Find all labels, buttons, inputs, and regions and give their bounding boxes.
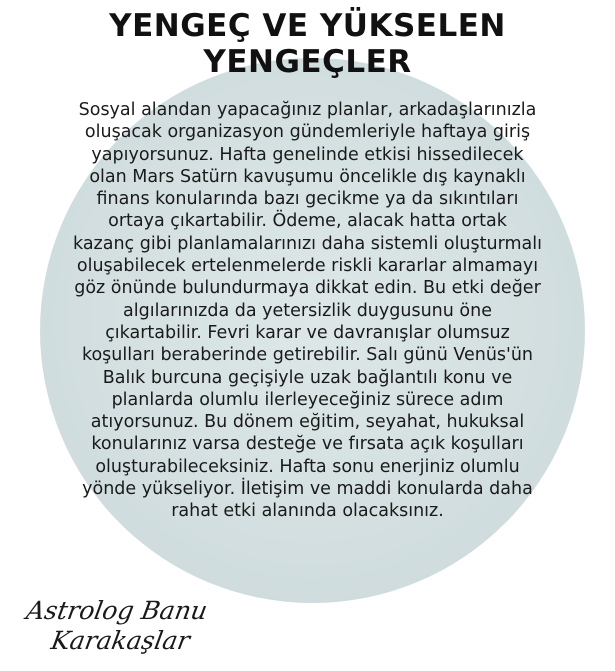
text-line: kazanç gibi planlamalarınızı daha sistemli oluşturmalı [73,233,542,254]
text-line: konularınız varsa desteğe ve fırsata açık koşulları [91,434,524,455]
text-line: finans konularında bazı gecikme ya da sıkıntıları [96,189,519,210]
title-line-2: YENGEÇLER [203,44,412,80]
text-line: atıyorsunuz. Bu dönem eğitim, seyahat, hukuksal [90,412,525,433]
text-line: olan Mars Satürn kavuşumu öncelikle dış kaynaklı [89,166,526,187]
text-line: algılarınızda da yetersizlik duygusunu öne [123,300,492,321]
text-line: çıkartabilir. Fevri karar ve davranışlar olumsuz [105,322,510,343]
text-line: Sosyal alandan yapacağınız planlar, arkadaşlarınızla [78,100,537,120]
text-line: ortaya çıkartabilir. Ödeme, alacak hatta ortak [108,211,507,232]
text-line: yönde yükseliyor. İletişim ve maddi konularda daha [82,479,533,500]
text-line: göz önünde bulundurmaya dikkat edin. Bu etki değer [74,278,541,299]
text-line: yapıyorsunuz. Hafta genelinde etkisi hissedilecek [91,144,524,165]
text-line: planlarda olumlu ilerleyeceğiniz sürece adım [111,389,504,410]
text-line: oluşabilecek ertelenmelerde riskli kararlar almamayı [76,256,539,277]
text-line: oluşturabileceksiniz. Hafta sonu enerjiniz olumlu [95,456,520,477]
title-line-1: YENGEÇ VE YÜKSELEN [109,8,506,44]
text-line: Balık burcuna geçişiyle uzak bağlantılı konu ve [102,367,513,388]
horoscope-text [0,99,615,523]
signature-line-1: Astrolog Banu [24,596,210,625]
author-signature [19,596,210,656]
page-title [0,8,615,80]
text-line: koşulları beraberinde getirebilir. Salı günü Venüs'ün [81,345,534,366]
text-line: rahat etki alanında olacaksınız. [171,501,444,522]
signature-line-2: Karakaşlar [48,626,193,655]
text-line: oluşacak organizasyon gündemleriyle haftaya giriş [84,122,531,143]
